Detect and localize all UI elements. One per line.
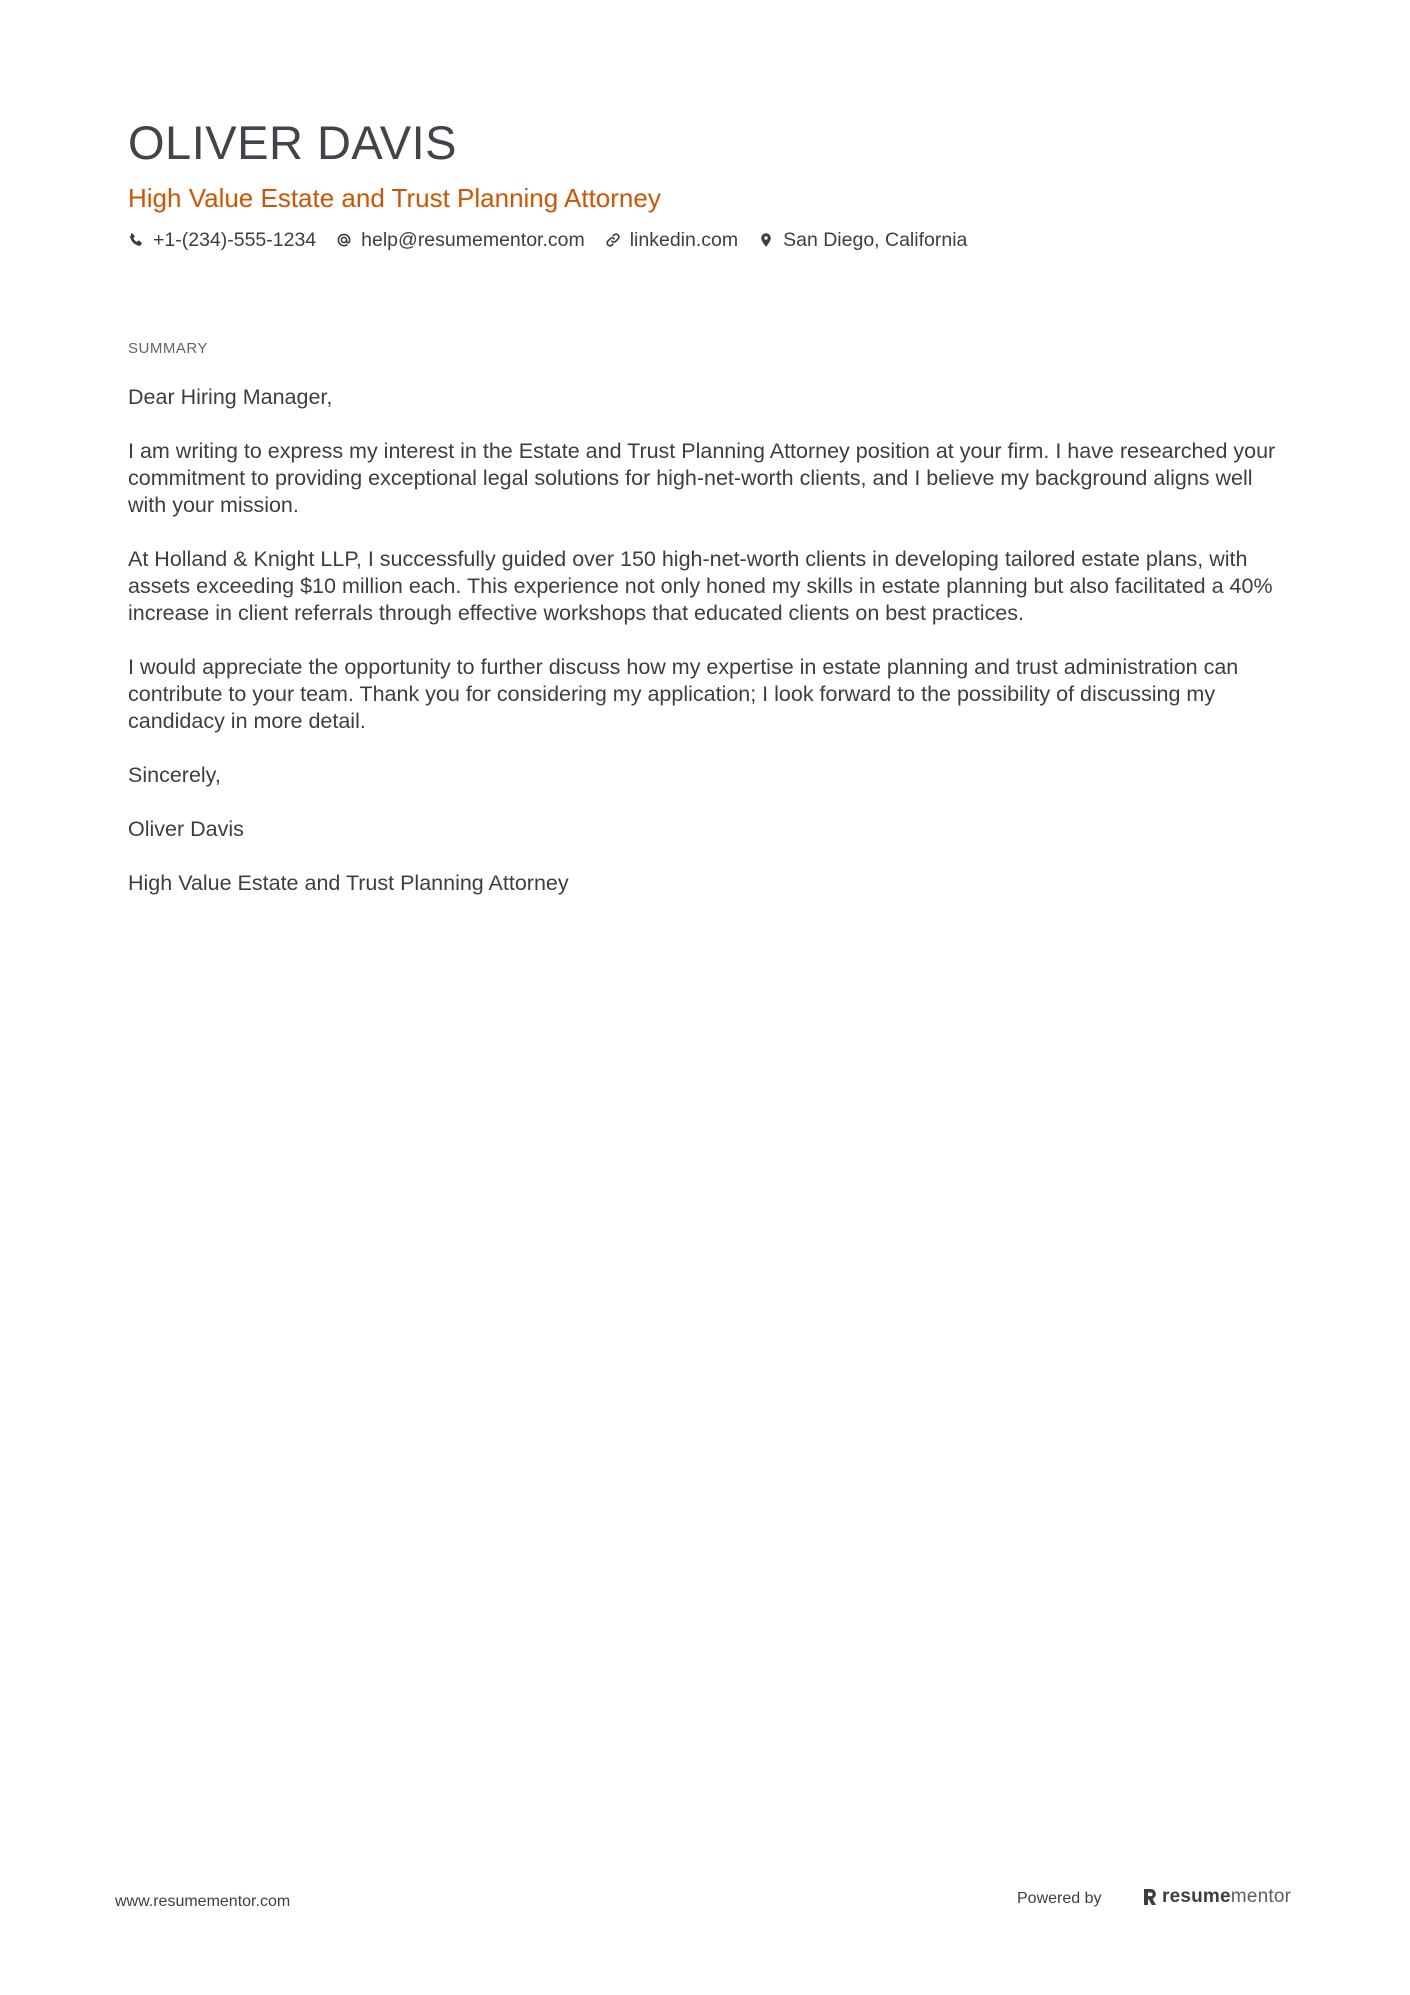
website-text: linkedin.com <box>629 229 739 251</box>
letter-paragraph: I would appreciate the opportunity to further discuss how my expertise in estate planning and trust administration can contribute to your team. Thank you for considering my application; I look forward to the possibility of discussing my candidacy in more detail. <box>128 655 1239 733</box>
letter-paragraph: I am writing to express my interest in the Estate and Trust Planning Attorney position at your firm. I have researched your commitment to providing exceptional legal solutions for high-net-worth clients, and I believe my background aligns well with your mission. <box>128 439 1276 517</box>
letter-closing: Sincerely, <box>128 763 221 787</box>
resumementor-logo-text: resumementor <box>1162 1886 1292 1907</box>
email-text: help@resumementor.com <box>361 229 585 251</box>
applicant-name: OLIVER DAVIS <box>128 116 458 169</box>
location-text: San Diego, California <box>783 229 968 251</box>
contact-email <box>336 226 585 254</box>
contact-phone <box>128 226 316 254</box>
contact-info-row <box>128 226 987 254</box>
resumementor-logo[interactable] <box>1142 1884 1291 1910</box>
resumementor-logo-icon <box>1142 1887 1158 1907</box>
footer-powered-by: Powered by <box>1017 1890 1102 1907</box>
contact-location <box>758 226 967 254</box>
phone-icon <box>128 232 144 248</box>
location-pin-icon <box>758 232 774 248</box>
letter-greeting: Dear Hiring Manager, <box>128 385 333 409</box>
applicant-job-title: High Value Estate and Trust Planning Attorney <box>128 183 661 213</box>
link-icon <box>605 232 621 248</box>
signature-title: High Value Estate and Trust Planning Attorney <box>128 871 569 895</box>
at-icon <box>336 232 352 248</box>
phone-text: +1-(234)-555-1234 <box>153 229 317 251</box>
letter-paragraph: At Holland & Knight LLP, I successfully guided over 150 high-net-worth clients in developing tailored estate plans, with assets exceeding $10 million each. This experience not only honed my skills in estate planning but also facilitated a 40% increase in client referrals through effective workshops that educated clients on best practices. <box>128 547 1273 625</box>
letter-body <box>128 384 1282 924</box>
contact-website <box>605 226 738 254</box>
signature-name: Oliver Davis <box>128 817 244 841</box>
footer-website-link[interactable]: www.resumementor.com <box>115 1893 291 1910</box>
summary-heading: SUMMARY <box>128 340 208 357</box>
